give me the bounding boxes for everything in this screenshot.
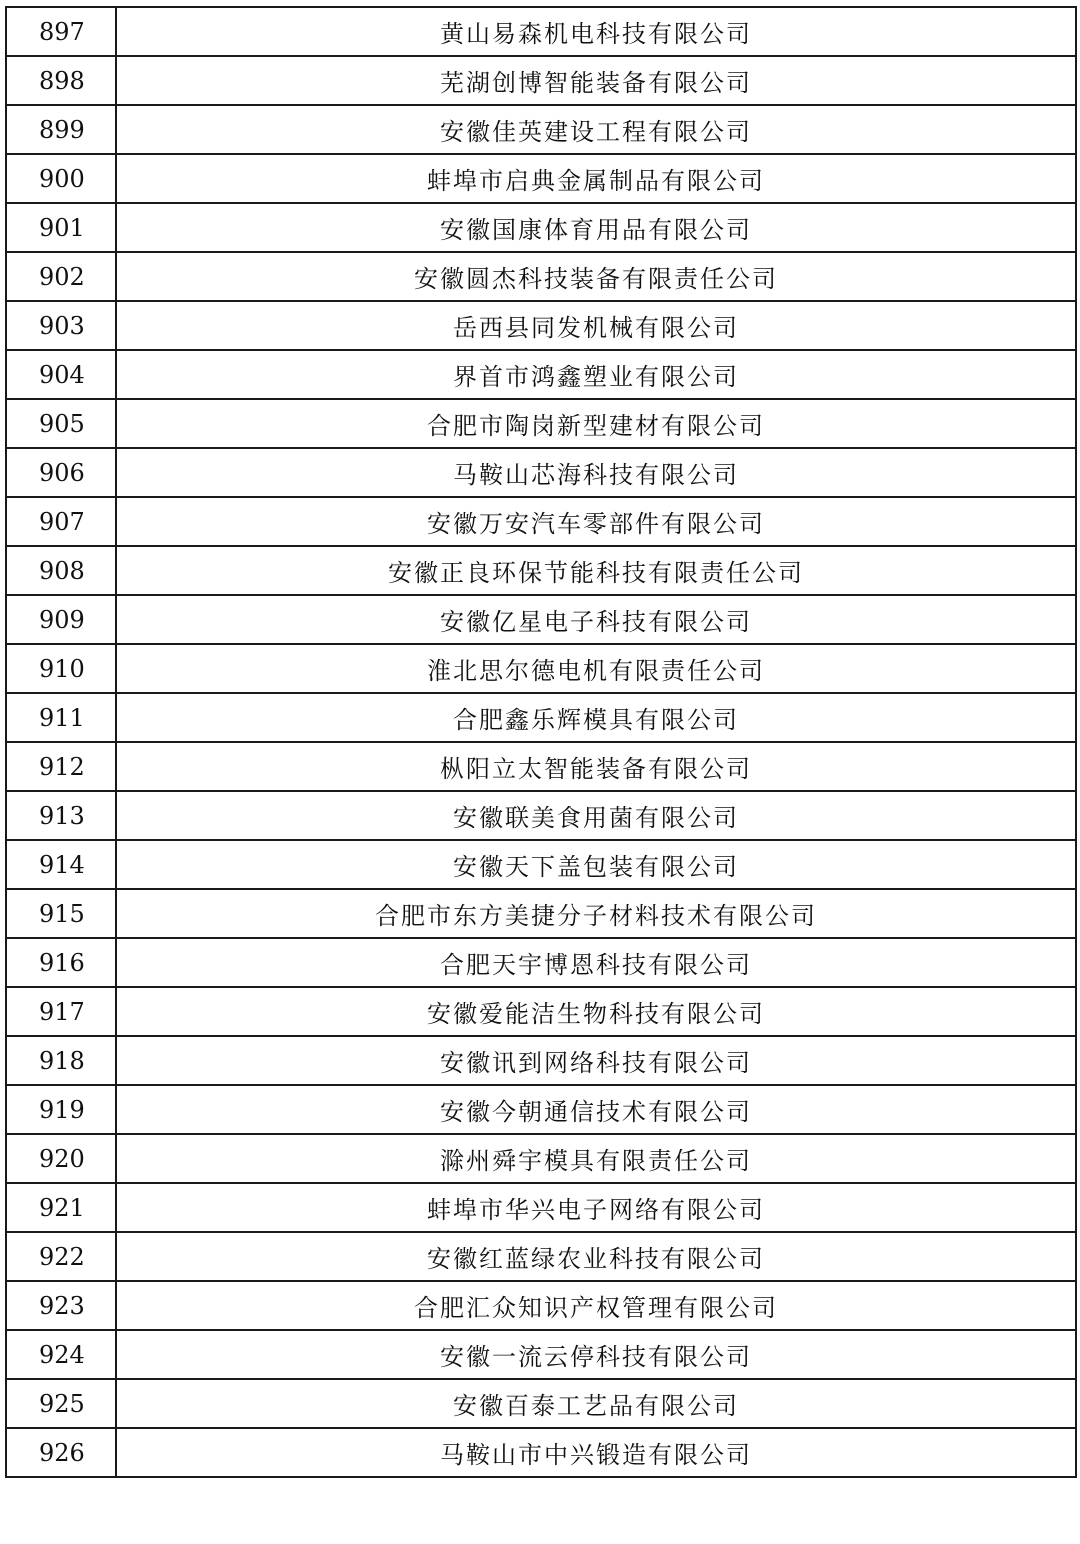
table-row xyxy=(6,7,1076,56)
company-name: 安徽百泰工艺品有限公司 xyxy=(116,1379,1076,1428)
table-row xyxy=(6,399,1076,448)
table-row xyxy=(6,1330,1076,1379)
row-number: 916 xyxy=(6,938,116,987)
row-number: 909 xyxy=(6,595,116,644)
company-name: 安徽圆杰科技装备有限责任公司 xyxy=(116,252,1076,301)
row-number: 910 xyxy=(6,644,116,693)
table-row xyxy=(6,105,1076,154)
row-number: 919 xyxy=(6,1085,116,1134)
table-row xyxy=(6,1281,1076,1330)
table-row xyxy=(6,1036,1076,1085)
row-number: 917 xyxy=(6,987,116,1036)
company-name: 安徽红蓝绿农业科技有限公司 xyxy=(116,1232,1076,1281)
row-number: 905 xyxy=(6,399,116,448)
company-name: 马鞍山市中兴锻造有限公司 xyxy=(116,1428,1076,1477)
row-number: 914 xyxy=(6,840,116,889)
row-number: 898 xyxy=(6,56,116,105)
company-name: 安徽讯到网络科技有限公司 xyxy=(116,1036,1076,1085)
row-number: 924 xyxy=(6,1330,116,1379)
table-row xyxy=(6,595,1076,644)
company-name: 岳西县同发机械有限公司 xyxy=(116,301,1076,350)
company-name: 安徽一流云停科技有限公司 xyxy=(116,1330,1076,1379)
company-name: 合肥市陶岗新型建材有限公司 xyxy=(116,399,1076,448)
company-name: 界首市鸿鑫塑业有限公司 xyxy=(116,350,1076,399)
company-name: 芜湖创博智能装备有限公司 xyxy=(116,56,1076,105)
table-row xyxy=(6,644,1076,693)
row-number: 908 xyxy=(6,546,116,595)
table-row xyxy=(6,1134,1076,1183)
company-list-table xyxy=(5,6,1077,1478)
row-number: 923 xyxy=(6,1281,116,1330)
table-row xyxy=(6,987,1076,1036)
row-number: 912 xyxy=(6,742,116,791)
row-number: 907 xyxy=(6,497,116,546)
table-row xyxy=(6,1232,1076,1281)
company-name: 马鞍山芯海科技有限公司 xyxy=(116,448,1076,497)
row-number: 921 xyxy=(6,1183,116,1232)
company-name: 安徽万安汽车零部件有限公司 xyxy=(116,497,1076,546)
table-row xyxy=(6,840,1076,889)
company-name: 淮北思尔德电机有限责任公司 xyxy=(116,644,1076,693)
row-number: 920 xyxy=(6,1134,116,1183)
company-name: 安徽联美食用菌有限公司 xyxy=(116,791,1076,840)
row-number: 902 xyxy=(6,252,116,301)
table-row xyxy=(6,448,1076,497)
company-name: 枞阳立太智能装备有限公司 xyxy=(116,742,1076,791)
company-name: 蚌埠市启典金属制品有限公司 xyxy=(116,154,1076,203)
table-row xyxy=(6,154,1076,203)
table-row xyxy=(6,889,1076,938)
table-row xyxy=(6,56,1076,105)
company-name: 合肥汇众知识产权管理有限公司 xyxy=(116,1281,1076,1330)
company-name: 安徽正良环保节能科技有限责任公司 xyxy=(116,546,1076,595)
company-name: 安徽亿星电子科技有限公司 xyxy=(116,595,1076,644)
row-number: 915 xyxy=(6,889,116,938)
row-number: 911 xyxy=(6,693,116,742)
company-name: 合肥鑫乐辉模具有限公司 xyxy=(116,693,1076,742)
company-name: 滁州舜宇模具有限责任公司 xyxy=(116,1134,1076,1183)
row-number: 904 xyxy=(6,350,116,399)
row-number: 900 xyxy=(6,154,116,203)
row-number: 901 xyxy=(6,203,116,252)
row-number: 925 xyxy=(6,1379,116,1428)
company-name: 合肥市东方美捷分子材料技术有限公司 xyxy=(116,889,1076,938)
table-row xyxy=(6,693,1076,742)
company-name: 安徽天下盖包装有限公司 xyxy=(116,840,1076,889)
table-row xyxy=(6,1428,1076,1477)
company-name: 黄山易森机电科技有限公司 xyxy=(116,7,1076,56)
row-number: 918 xyxy=(6,1036,116,1085)
row-number: 922 xyxy=(6,1232,116,1281)
table-row xyxy=(6,1085,1076,1134)
company-name: 安徽国康体育用品有限公司 xyxy=(116,203,1076,252)
table-row xyxy=(6,938,1076,987)
row-number: 897 xyxy=(6,7,116,56)
company-name: 安徽佳英建设工程有限公司 xyxy=(116,105,1076,154)
table-row xyxy=(6,350,1076,399)
table-row xyxy=(6,1183,1076,1232)
row-number: 899 xyxy=(6,105,116,154)
company-name: 安徽今朝通信技术有限公司 xyxy=(116,1085,1076,1134)
table-row xyxy=(6,301,1076,350)
table-row xyxy=(6,546,1076,595)
table-row xyxy=(6,1379,1076,1428)
company-name: 安徽爱能洁生物科技有限公司 xyxy=(116,987,1076,1036)
table-row xyxy=(6,497,1076,546)
table-row xyxy=(6,203,1076,252)
row-number: 926 xyxy=(6,1428,116,1477)
table-row xyxy=(6,791,1076,840)
table-row xyxy=(6,252,1076,301)
table-row xyxy=(6,742,1076,791)
row-number: 906 xyxy=(6,448,116,497)
row-number: 903 xyxy=(6,301,116,350)
company-name: 合肥天宇博恩科技有限公司 xyxy=(116,938,1076,987)
table-body xyxy=(6,7,1076,1477)
company-name: 蚌埠市华兴电子网络有限公司 xyxy=(116,1183,1076,1232)
row-number: 913 xyxy=(6,791,116,840)
